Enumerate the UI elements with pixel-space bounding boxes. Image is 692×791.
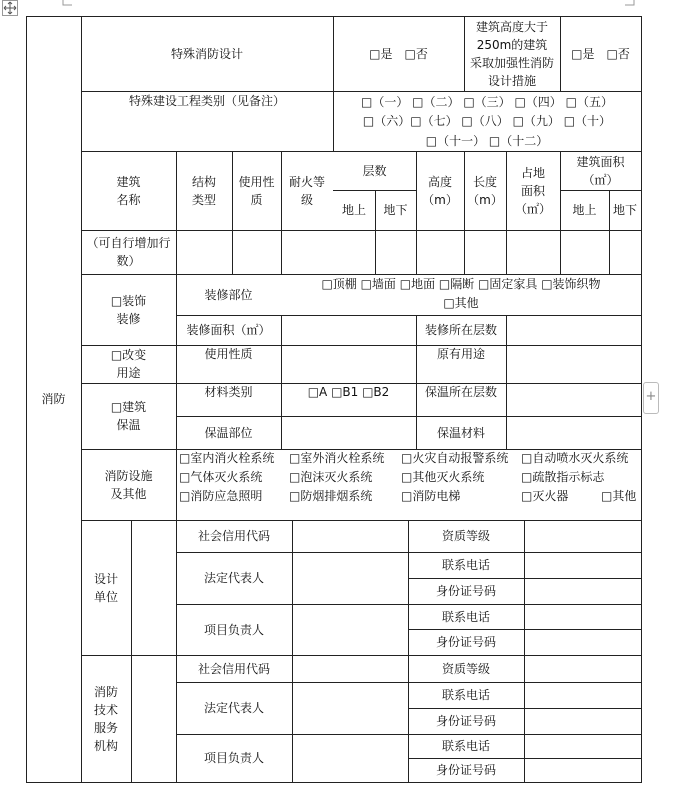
tall-building-options[interactable]: □是 □否 [571,46,630,61]
area-below-header: 地下 [612,203,637,217]
length-input[interactable] [464,230,506,274]
facilities-label: 消防设施 及其他 [104,468,153,501]
design-credit-code-label: 社会信用代码 [197,529,270,543]
height-input[interactable] [416,230,464,274]
facility-option[interactable]: □疏散指示标志 [521,469,605,484]
service-project-lead-label: 项目负责人 [203,751,264,765]
structure-type-header: 结构 类型 [191,175,216,207]
footprint-header: 占地 面积 （㎡） [514,166,551,216]
service-credit-code-input[interactable] [292,655,408,682]
change-use-usage-label: 使用性质 [204,347,253,361]
design-phone1-label: 联系电话 [441,558,490,572]
service-legal-rep-label: 法定代表人 [203,701,264,715]
service-id1-label: 身份证号码 [435,714,496,728]
building-name-header: 建筑 名称 [116,175,141,207]
design-phone2-input[interactable] [524,604,641,629]
table-border [26,782,642,783]
insulation-part-input[interactable] [281,416,416,449]
floors-above-header: 地上 [341,203,366,217]
insulation-material-options[interactable]: □A □B1 □B2 [307,385,390,399]
design-unit-label: 设计 单位 [93,571,118,604]
floors-below-header: 地下 [383,203,408,217]
decoration-area-label: 装修面积（㎡） [186,323,271,337]
change-use-original-label: 原有用途 [436,347,485,361]
fire-rating-input[interactable] [281,230,333,274]
decoration-area-input[interactable] [281,315,416,345]
design-project-lead-label: 项目负责人 [203,622,264,637]
service-qualification-input[interactable] [524,655,641,682]
decoration-part-options-2[interactable]: □其他 [443,296,479,310]
special-category-options-2[interactable]: □（六）□（七） □（八） □（九） □（十） [362,114,612,128]
building-area-header: 建筑面积 （㎡） [576,155,625,187]
facility-option[interactable]: □火灾自动报警系统 [401,451,509,465]
table-border [641,16,642,783]
length-header: 长度 （m） [467,175,503,207]
facility-option[interactable]: □防烟排烟系统 [289,488,373,503]
facility-option[interactable]: □消防电梯 [401,488,461,503]
service-phone1-label: 联系电话 [441,688,490,702]
service-legal-rep-input[interactable] [292,682,408,734]
facilities-line-1[interactable] [176,449,641,467]
design-id2-input[interactable] [524,629,641,655]
design-legal-rep-input[interactable] [292,552,408,604]
decoration-checkbox[interactable]: □装饰 装修 [110,293,147,326]
area-above-input[interactable] [560,230,609,274]
design-qualification-input[interactable] [524,520,641,552]
service-id2-input[interactable] [524,758,641,782]
floors-below-input[interactable] [375,230,416,274]
add-row-note: （可自行增加行 数） [86,236,171,268]
insulation-material-name-input[interactable] [506,416,641,449]
design-id2-label: 身份证号码 [435,635,496,649]
table-move-handle-icon[interactable] [2,0,18,16]
insulation-material-name-label: 保温材料 [436,425,485,440]
fire-rating-header: 耐火等 级 [288,175,325,207]
facility-option[interactable]: □其他 [601,488,637,503]
service-id1-input[interactable] [524,708,641,734]
special-category-options-1[interactable]: □（一） □（二） □（三） □（四） □（五） [361,94,613,109]
decoration-floor-input[interactable] [506,315,641,345]
change-use-usage-input[interactable] [281,345,416,383]
service-qualification-label: 资质等级 [441,661,490,676]
facility-option[interactable]: □自动喷水灭火系统 [521,451,629,465]
design-phone2-label: 联系电话 [441,609,490,624]
section-label: 消防 [41,392,66,406]
design-credit-code-input[interactable] [292,520,408,552]
facility-option[interactable]: □消防应急照明 [179,488,263,503]
insulation-part-label: 保温部位 [204,425,253,440]
footprint-input[interactable] [506,230,560,274]
facility-option[interactable]: □灭火器 [521,488,569,503]
usage-header: 使用性 质 [238,175,275,207]
design-legal-rep-label: 法定代表人 [203,571,264,585]
change-use-original-input[interactable] [506,345,641,383]
decoration-part-label: 装修部位 [204,287,253,302]
service-id2-label: 身份证号码 [435,763,496,777]
floors-above-input[interactable] [333,230,375,274]
service-phone2-label: 联系电话 [441,739,490,753]
special-category-options-3[interactable]: □（十一） □（十二） [425,133,549,148]
table-border [131,520,132,783]
service-org-label: 消防 技术 服务 机构 [93,684,118,753]
corner-mark-icon [62,0,72,6]
facility-option[interactable]: □气体灭火系统 [179,469,263,484]
insulation-material-label: 材料类别 [204,385,253,399]
service-credit-code-label: 社会信用代码 [197,661,270,676]
special-design-options[interactable]: □是 □否 [369,46,428,61]
service-phone2-input[interactable] [524,734,641,758]
facilities-line-3[interactable] [176,486,641,505]
design-id1-input[interactable] [524,578,641,604]
design-id1-label: 身份证号码 [435,584,496,598]
facility-option[interactable]: □室外消火栓系统 [289,451,385,465]
service-project-lead-input[interactable] [292,734,408,782]
decoration-part-options-1[interactable]: □顶棚 □墙面 □地面 □隔断 □固定家具 □装饰织物 [321,277,601,291]
facility-option[interactable]: □泡沫灭火系统 [289,469,373,484]
decoration-floor-label: 装修所在层数 [424,323,497,337]
area-below-input[interactable] [609,230,641,274]
facility-option[interactable]: □其他灭火系统 [401,469,485,484]
special-design-label: 特殊消防设计 [170,46,243,61]
area-above-header: 地上 [572,203,597,217]
usage-input[interactable] [232,230,281,274]
change-use-checkbox[interactable]: □改变 用途 [110,348,147,380]
design-phone1-input[interactable] [524,552,641,578]
insulation-floor-label: 保温所在层数 [424,385,497,399]
special-category-label: 特殊建设工程类别（见备注） [128,94,285,108]
height-header: 高度 （m） [422,175,458,207]
insulation-floor-input[interactable] [506,383,641,416]
add-column-icon[interactable]: + [643,382,659,414]
tall-building-question: 建筑高度大于 250m的建筑 采取加强性消防 设计措施 [469,19,554,88]
structure-type-input[interactable] [176,230,232,274]
service-phone1-input[interactable] [524,682,641,708]
facilities-line-2[interactable] [176,467,641,486]
insulation-checkbox[interactable]: □建筑 保温 [110,400,147,432]
design-project-lead-input[interactable] [292,604,408,655]
floors-header: 层数 [362,164,387,178]
corner-mark-icon [625,0,635,6]
design-qualification-label: 资质等级 [441,529,490,543]
facility-option[interactable]: □室内消火栓系统 [179,451,275,465]
